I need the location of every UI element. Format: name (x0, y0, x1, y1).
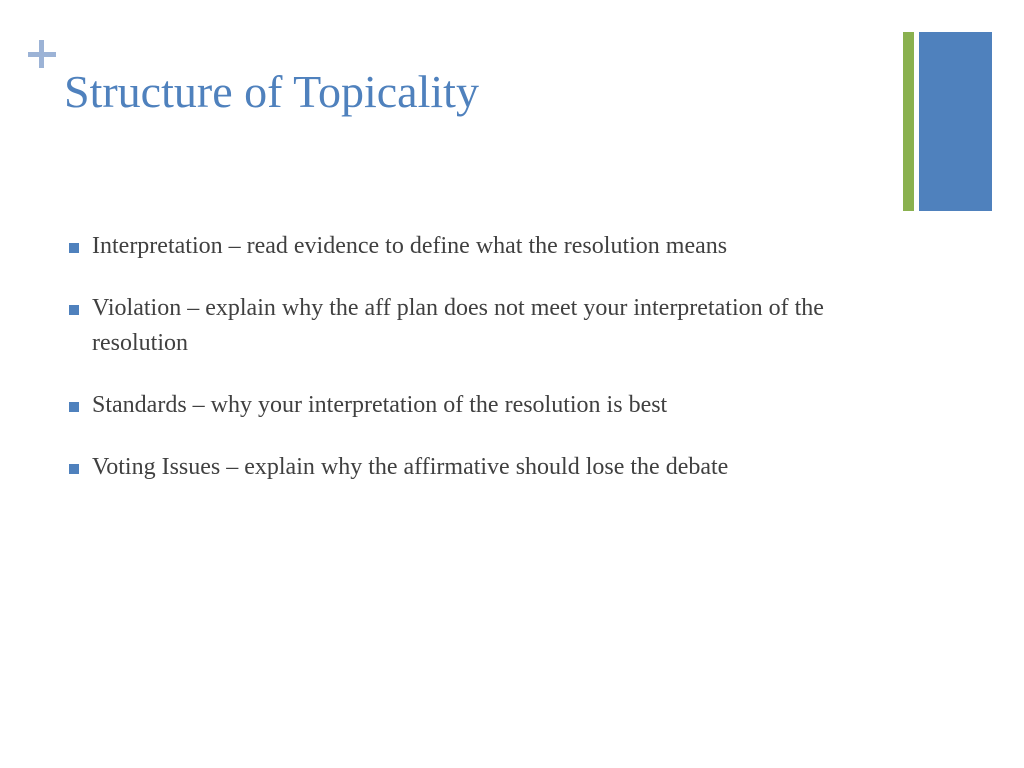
square-bullet-icon (69, 305, 79, 315)
bullet-item-violation (66, 291, 876, 361)
bullet-item-voting-issues (66, 450, 876, 485)
bullet-text: Voting Issues – explain why the affirmative should lose the debate (92, 454, 729, 480)
plus-icon (28, 40, 56, 68)
square-bullet-icon (69, 464, 79, 474)
bullet-item-interpretation (66, 229, 876, 264)
slide-title: Structure of Topicality (64, 66, 479, 117)
bullet-list (66, 229, 876, 512)
bullet-text: Violation – explain why the aff plan does not meet your interpretation of the resolution (92, 295, 824, 356)
bullet-text: Standards – why your interpretation of the resolution is best (92, 392, 668, 418)
square-bullet-icon (69, 243, 79, 253)
accent-bar-green (903, 32, 914, 211)
bullet-text: Interpretation – read evidence to define what the resolution means (92, 233, 728, 259)
square-bullet-icon (69, 402, 79, 412)
accent-bar-blue (919, 32, 992, 211)
bullet-item-standards (66, 388, 876, 423)
